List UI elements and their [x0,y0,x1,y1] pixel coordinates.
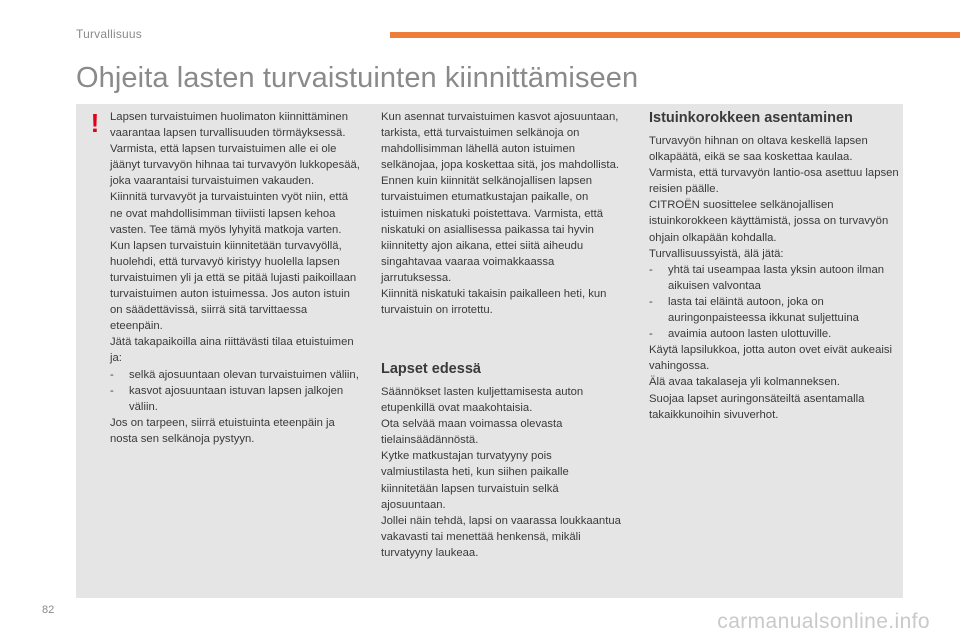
paragraph: Kytke matkustajan turvatyyny pois valmiustilasta heti, kun siihen paikalle kiinnitetään lapsen turvaistuin selkä ajosuuntaan. [381,450,569,511]
list-item-text: yhtä tai useampaa lasta yksin autoon ilman aikuisen valvontaa [668,263,885,292]
paragraph: Kiinnitä niskatuki takaisin paikalleen heti, kun turvaistuin on irrotettu. [381,288,607,317]
list-item-text: selkä ajosuuntaan olevan turvaistuimen väliin, [129,368,359,381]
list-item-text: kasvot ajosuuntaan istuvan lapsen jalkojen väliin. [129,384,344,413]
paragraph: Varmista, että lapsen turvaistuimen alle ei ole jäänyt turvavyön hihnaa tai turvavyön lukkopesää, joka vaarantaisi turvaistuimen vakauden. [110,143,360,188]
paragraph: Jätä takapaikoilla aina riittävästi tilaa etuistuimen ja: [110,336,354,365]
list-item-text: avaimia autoon lasten ulottuville. [668,328,832,341]
watermark: carmanualsonline.info [717,610,930,633]
paragraph: Jollei näin tehdä, lapsi on vaarassa loukkaantua vakavasti tai menettää henkensä, mikäli turvatyyny laukeaa. [381,514,621,559]
page-title: Ohjeita lasten turvaistuinten kiinnittämiseen [76,62,639,94]
paragraph: Varmista, että turvavyön lantio-osa asettuu lapsen reisien päälle. [649,167,899,196]
list-dash: - [649,295,653,308]
paragraph: Älä avaa takalaseja yli kolmanneksen. [649,376,840,389]
header-accent-bar [390,32,960,38]
list-item-text: lasta tai eläintä autoon, joka on auringonpaisteessa ikkunat suljettuina [668,295,859,325]
list-item [649,326,899,342]
page-number: 82 [42,604,55,616]
paragraph: Suojaa lapset auringonsäteiltä asentamalla takaikkunoihin sivuverhot. [649,392,865,421]
column-warnings [110,109,360,447]
paragraph: Kun asennat turvaistuimen kasvot ajosuuntaan, tarkista, että turvaistuimen selkänoja on mahdollisimman lähellä auton istuimen selkänojaa, jopa koskettaa sitä, jos mahdollista. [381,111,619,172]
list-item [110,367,360,383]
paragraph: Kun lapsen turvaistuin kiinnitetään turvavyöllä, huolehdi, että turvavyö kiristyy huolella lapsen turvaistuimen yli ja että se pitää lujasti paikoillaan turvaistuimen auton istuimessa. Jos auton istuin on säädettävissä, siirrä sitä tarvittaessa eteenpäin. [110,239,357,333]
list-item [649,262,899,294]
paragraph: Turvavyön hihnan on oltava keskellä lapsen olkapäätä, eikä se saa koskettaa kaulaa. [649,135,868,164]
paragraph: CITROËN suosittelee selkänojallisen istuinkorokkeen käyttämistä, jossa on turvavyön ohjain olkapään kohdalla. [649,199,889,244]
paragraph: Jos on tarpeen, siirrä etuistuinta eteenpäin ja nosta sen selkänoja pystyyn. [110,416,335,445]
list-dash: - [110,368,114,381]
exclamation-warning-icon: ! [90,108,100,138]
list-dash: - [649,328,653,341]
paragraph: Lapsen turvaistuimen huolimaton kiinnittäminen vaarantaa lapsen turvallisuuden törmäyksessä. [110,111,348,140]
paragraph: Käytä lapsilukkoa, jotta auton ovet eivät aukeaisi vahingossa. [649,344,893,373]
column-booster-seat [649,133,899,423]
column-children-front [381,384,621,561]
section-label: Turvallisuus [76,27,142,41]
paragraph: Kiinnitä turvavyöt ja turvaistuinten vyöt niin, että ne ovat mahdollisimman tiiviisti lapsen kehoa vasten. Tee tämä myös lyhyitä matkoja varten. [110,191,348,236]
list-item [110,383,360,415]
paragraph: Turvallisuussyistä, älä jätä: [649,247,784,260]
column-headrest [381,109,621,318]
list-item [649,294,899,326]
paragraph: Säännökset lasten kuljettamisesta auton etupenkillä ovat maakohtaisia. [381,386,584,415]
heading-booster-seat: Istuinkorokkeen asentaminen [649,110,853,126]
paragraph: Ennen kuin kiinnität selkänojallisen lapsen turvaistuimen etumatkustajan paikalle, on istuimen niskatuki poistettava. Varmista, että niskatuki on asiallisessa paikassa tai hyvin kiinnitetty ajon aikana, ettei siitä aiheudu singahtavaa vaaraa voimakkaassa jarrutuksessa. [381,175,604,284]
list-dash: - [649,263,653,276]
heading-children-front: Lapset edessä [381,361,481,377]
paragraph: Ota selvää maan voimassa olevasta tielainsäädännöstä. [381,418,563,447]
list-dash: - [110,384,114,397]
